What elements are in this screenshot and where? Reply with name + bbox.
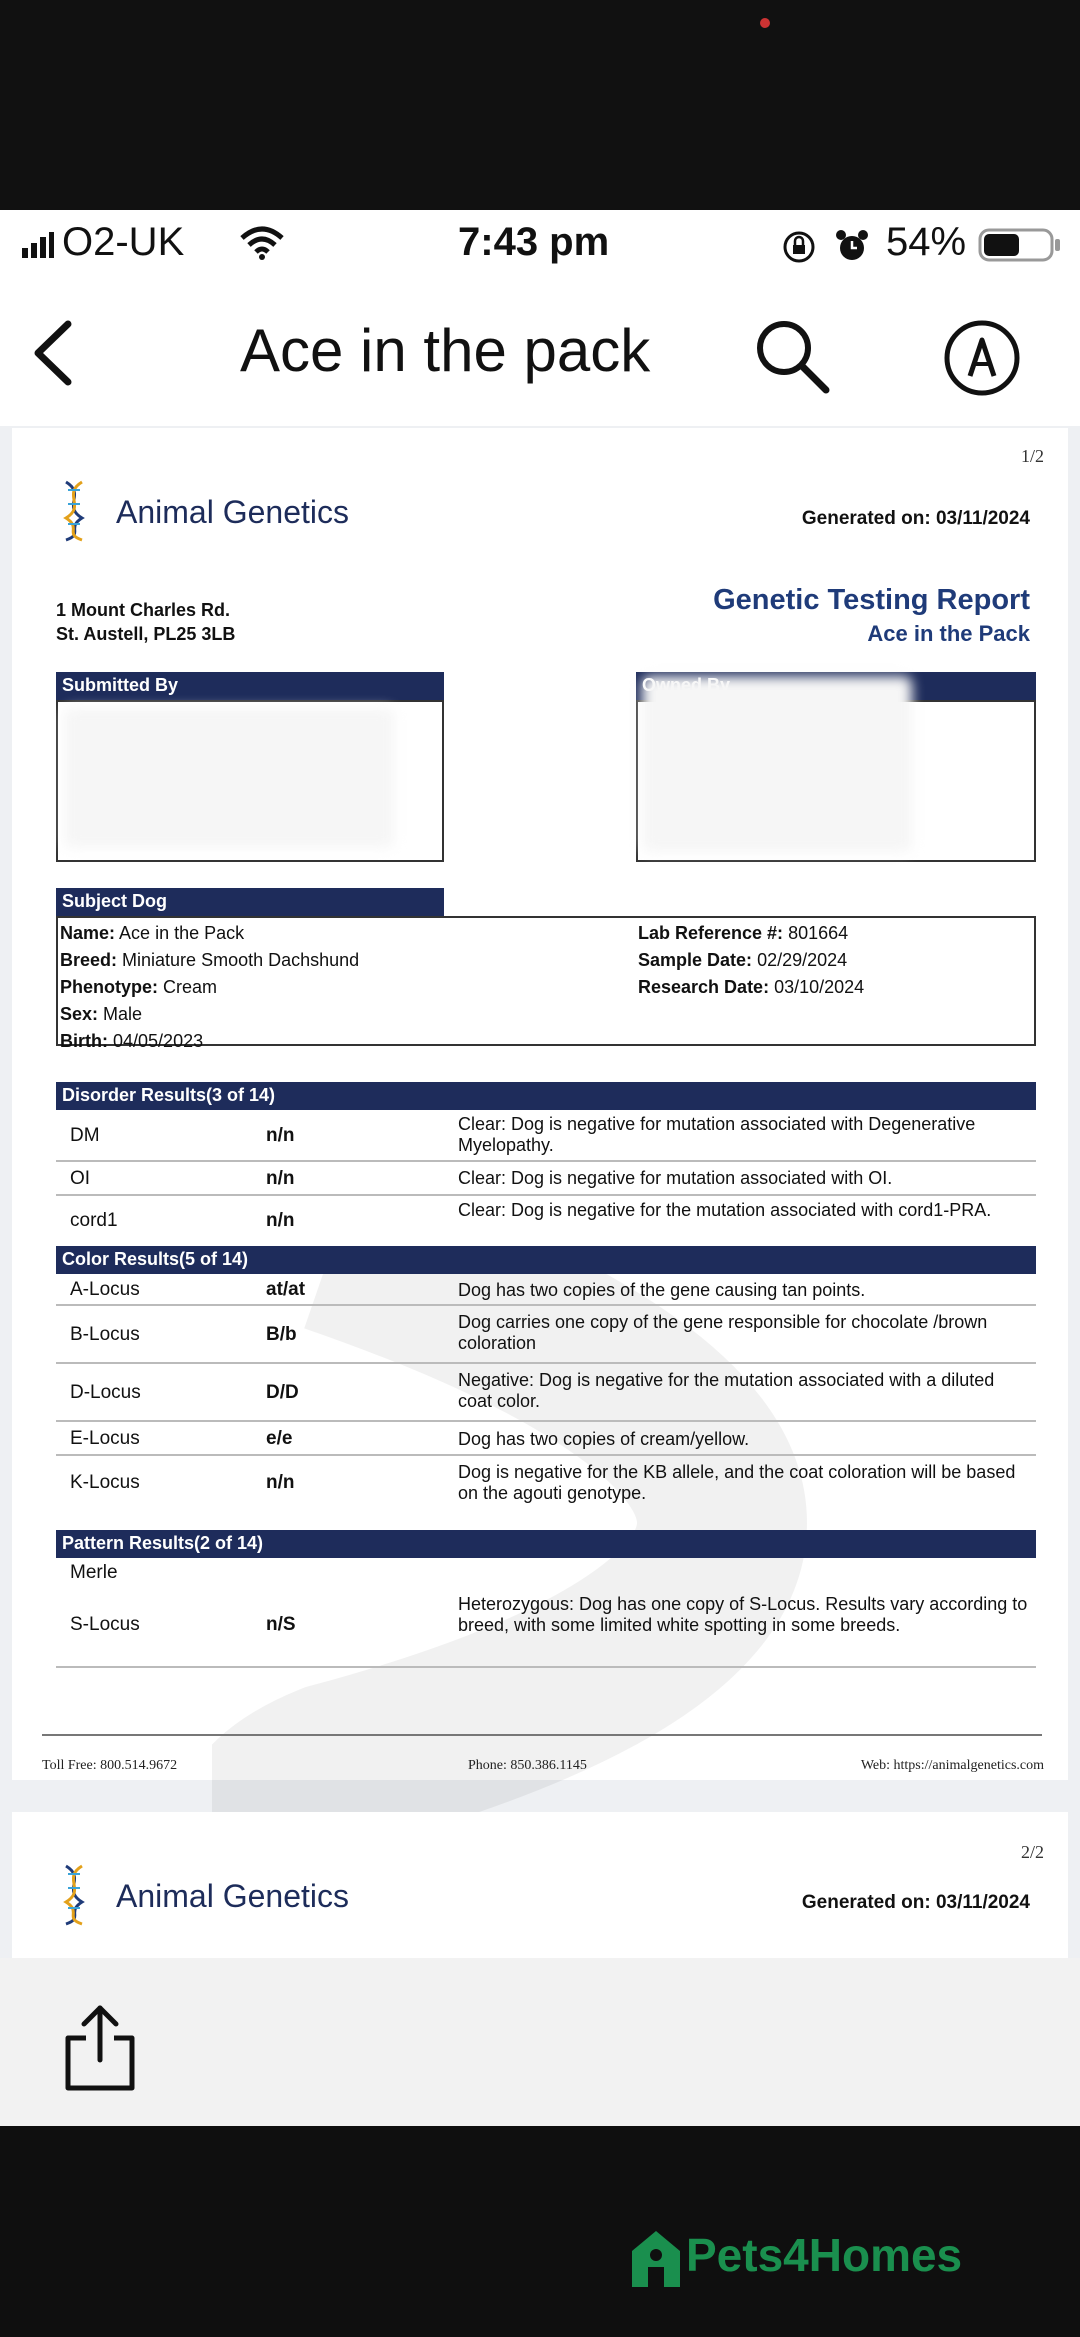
- page-number: 1/2: [1020, 446, 1044, 466]
- dog-birth: Birth: 04/05/2023: [60, 1031, 204, 1051]
- submitted-by-header: Submitted By: [56, 672, 444, 700]
- footer-toll-free: Toll Free: 800.514.9672: [42, 1758, 178, 1773]
- pets4homes-watermark: Pets4Homes: [686, 2229, 963, 2281]
- footer-web: Web: https://animalgenetics.com: [860, 1758, 1044, 1773]
- address-line-2: St. Austell, PL25 3LB: [56, 624, 236, 644]
- lab-fields: [638, 920, 864, 1001]
- top-black-area: [0, 0, 1080, 210]
- pdf-page-2: [12, 1812, 1068, 1960]
- table-row: S-Locus n/S Heterozygous: Dog has one copy of S-Locus. Results vary according to breed, with some limited white spotting in some breeds.: [56, 1588, 1036, 1668]
- markup-pen-icon[interactable]: [942, 318, 1022, 403]
- signal-icon: [22, 232, 54, 263]
- pdf-page-1: [12, 428, 1068, 1780]
- table-row: Merle: [70, 1562, 118, 1583]
- disorder-results-header: Disorder Results(3 of 14): [56, 1082, 1036, 1110]
- footer-phone: Phone: 850.386.1145: [468, 1758, 587, 1773]
- camera-indicator-dot: [760, 18, 770, 28]
- subject-fields: [60, 920, 359, 1055]
- dna-logo-icon: [62, 1864, 86, 1931]
- redacted-area: [642, 676, 912, 852]
- table-row: D-Locus D/D Negative: Dog is negative for the mutation associated with a diluted coat color.: [56, 1364, 1036, 1422]
- back-chevron-icon[interactable]: [28, 318, 78, 393]
- address-line-1: 1 Mount Charles Rd.: [56, 600, 231, 620]
- lab-reference: Lab Reference #: 801664: [638, 923, 849, 943]
- dog-phenotype: Phenotype: Cream: [60, 977, 218, 997]
- brand-name: Animal Genetics: [116, 494, 349, 530]
- report-title: Genetic Testing Report: [713, 584, 1030, 616]
- table-row: B-Locus B/b Dog carries one copy of the gene responsible for chocolate /brown coloration: [56, 1306, 1036, 1364]
- search-icon[interactable]: [752, 316, 832, 401]
- wifi-icon: [240, 226, 284, 265]
- bottom-toolbar: [0, 1958, 1080, 2126]
- battery-icon: [978, 228, 1062, 267]
- dog-breed: Breed: Miniature Smooth Dachshund: [60, 950, 360, 970]
- generated-date: Generated on: 03/11/2024: [801, 508, 1030, 529]
- table-row: DM n/n Clear: Dog is negative for mutation associated with Degenerative Myelopathy.: [56, 1110, 1036, 1162]
- table-row: A-Locus at/at Dog has two copies of the gene causing tan points.: [56, 1274, 1036, 1306]
- battery-percent: 54%: [886, 220, 967, 264]
- carrier-name: O2-UK: [62, 220, 185, 264]
- clock: 7:43 pm: [458, 220, 610, 264]
- research-date: Research Date: 03/10/2024: [638, 977, 865, 997]
- table-row: OI n/n Clear: Dog is negative for mutation associated with OI.: [56, 1162, 1036, 1196]
- document-title: Ace in the pack: [240, 317, 651, 384]
- table-row: cord1 n/n Clear: Dog is negative for the mutation associated with cord1-PRA.: [70, 1200, 992, 1231]
- footer-divider: [42, 1734, 1042, 1736]
- generated-date: Generated on: 03/11/2024: [801, 1892, 1030, 1913]
- dna-logo-icon: [62, 480, 86, 547]
- alarm-icon: [834, 228, 870, 269]
- table-row: E-Locus e/e Dog has two copies of cream/yellow.: [56, 1422, 1036, 1456]
- report-subtitle: Ace in the Pack: [867, 621, 1030, 646]
- navigation-bar: [0, 276, 1080, 428]
- dog-sex: Sex: Male: [60, 1004, 143, 1024]
- status-bar: [0, 210, 1080, 276]
- dog-name: Name: Ace in the Pack: [60, 923, 245, 943]
- color-results-header: Color Results(5 of 14): [56, 1246, 1036, 1274]
- rotation-lock-icon: [782, 230, 816, 269]
- pets4homes-logo-icon: [628, 2225, 684, 2294]
- pattern-results-header: Pattern Results(2 of 14): [56, 1530, 1036, 1558]
- page-number: 2/2: [1020, 1842, 1044, 1862]
- redacted-area: [64, 708, 394, 848]
- table-row: K-Locus n/n Dog is negative for the KB allele, and the coat coloration will be based on the agouti genotype.: [70, 1462, 1016, 1503]
- sample-date: Sample Date: 02/29/2024: [638, 950, 848, 970]
- share-icon[interactable]: [60, 2004, 140, 2099]
- brand-name: Animal Genetics: [116, 1878, 349, 1914]
- subject-dog-header: Subject Dog: [56, 888, 444, 916]
